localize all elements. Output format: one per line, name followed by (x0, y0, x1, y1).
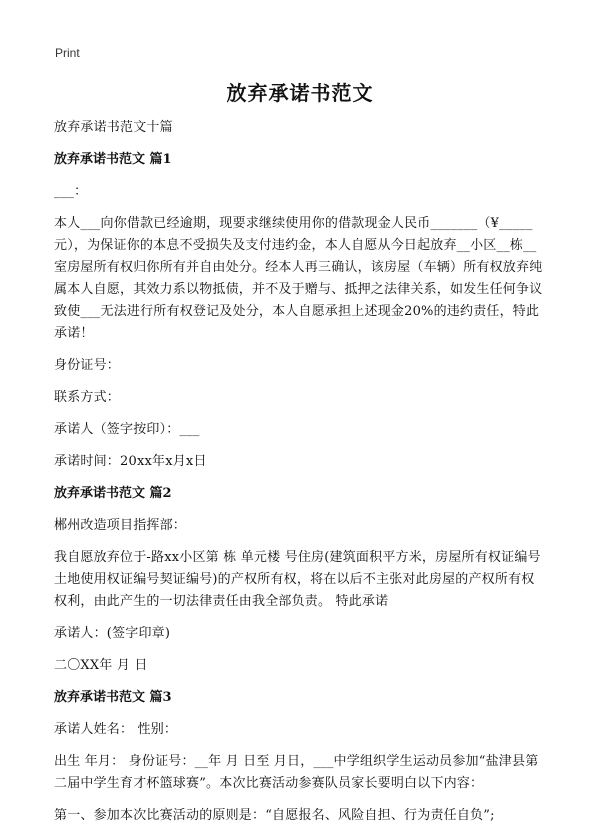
section-2-body: 我自愿放弃位于-路xx小区第 栋 单元楼 号住房(建筑面积平方米，房屋所有权证编号 土地使用权证编号契证编号)的产权所有权，将在以后不主张对此房屋的产权所有权权利，由此产生的一切法律责任由我全部负责。 特此承诺 (54, 550, 541, 609)
section-heading-2: 放弃承诺书范文 篇2 (54, 486, 172, 501)
commitment-time: 承诺时间：20xx年x月x日 (54, 454, 207, 469)
print-link[interactable]: Print (55, 46, 80, 60)
salutation-2: 郴州改造项目指挥部： (54, 518, 187, 533)
document-body (54, 117, 546, 837)
section-heading-1: 放弃承诺书范文 篇1 (54, 152, 172, 167)
document-subtitle: 放弃承诺书范文十篇 (54, 120, 173, 135)
id-number-label: 身份证号： (54, 358, 121, 373)
principle-item-1: 第一、参加本次比赛活动的原则是：“自愿报名、风险自担、行为责任自负”; (54, 808, 495, 823)
salutation-1: ___： (54, 184, 88, 199)
signer-label-1: 承诺人（签字按印）：___ (54, 422, 200, 437)
date-line-2: 二〇XX年 月 日 (54, 658, 148, 673)
section-1-body: 本人___向你借款已经逾期，现要求继续使用你的借款现金人民币_______（¥_____元），为保证你的本息不受损失及支付违约金，本人自愿从今日起放弃__小区__栋__室房屋所有权归你所有并自由处分。经本人再三确认，该房屋（车辆）所有权放弃纯属本人自愿，其效力系以物抵债，并不及于赠与、抵押之法律关系，如发生任何争议致使___无法进行所有权登记及处分，本人自愿承担上述现金20%的违约责任，特此承诺！ (54, 216, 543, 341)
signer-label-2: 承诺人：(签字印章) (54, 626, 171, 641)
contact-label: 联系方式： (54, 390, 121, 405)
section-heading-3: 放弃承诺书范文 篇3 (54, 690, 172, 705)
birth-id-line: 出生 年月： 身份证号：__年 月 日至 月日，___中学组织学生运动员参加“盐津县第二届中学生育才杯篮球赛”。本次比赛活动参赛队员家长要明白以下内容： (54, 754, 539, 791)
name-gender-line: 承诺人姓名： 性别： (54, 722, 178, 737)
document-title: 放弃承诺书范文 (226, 81, 374, 105)
